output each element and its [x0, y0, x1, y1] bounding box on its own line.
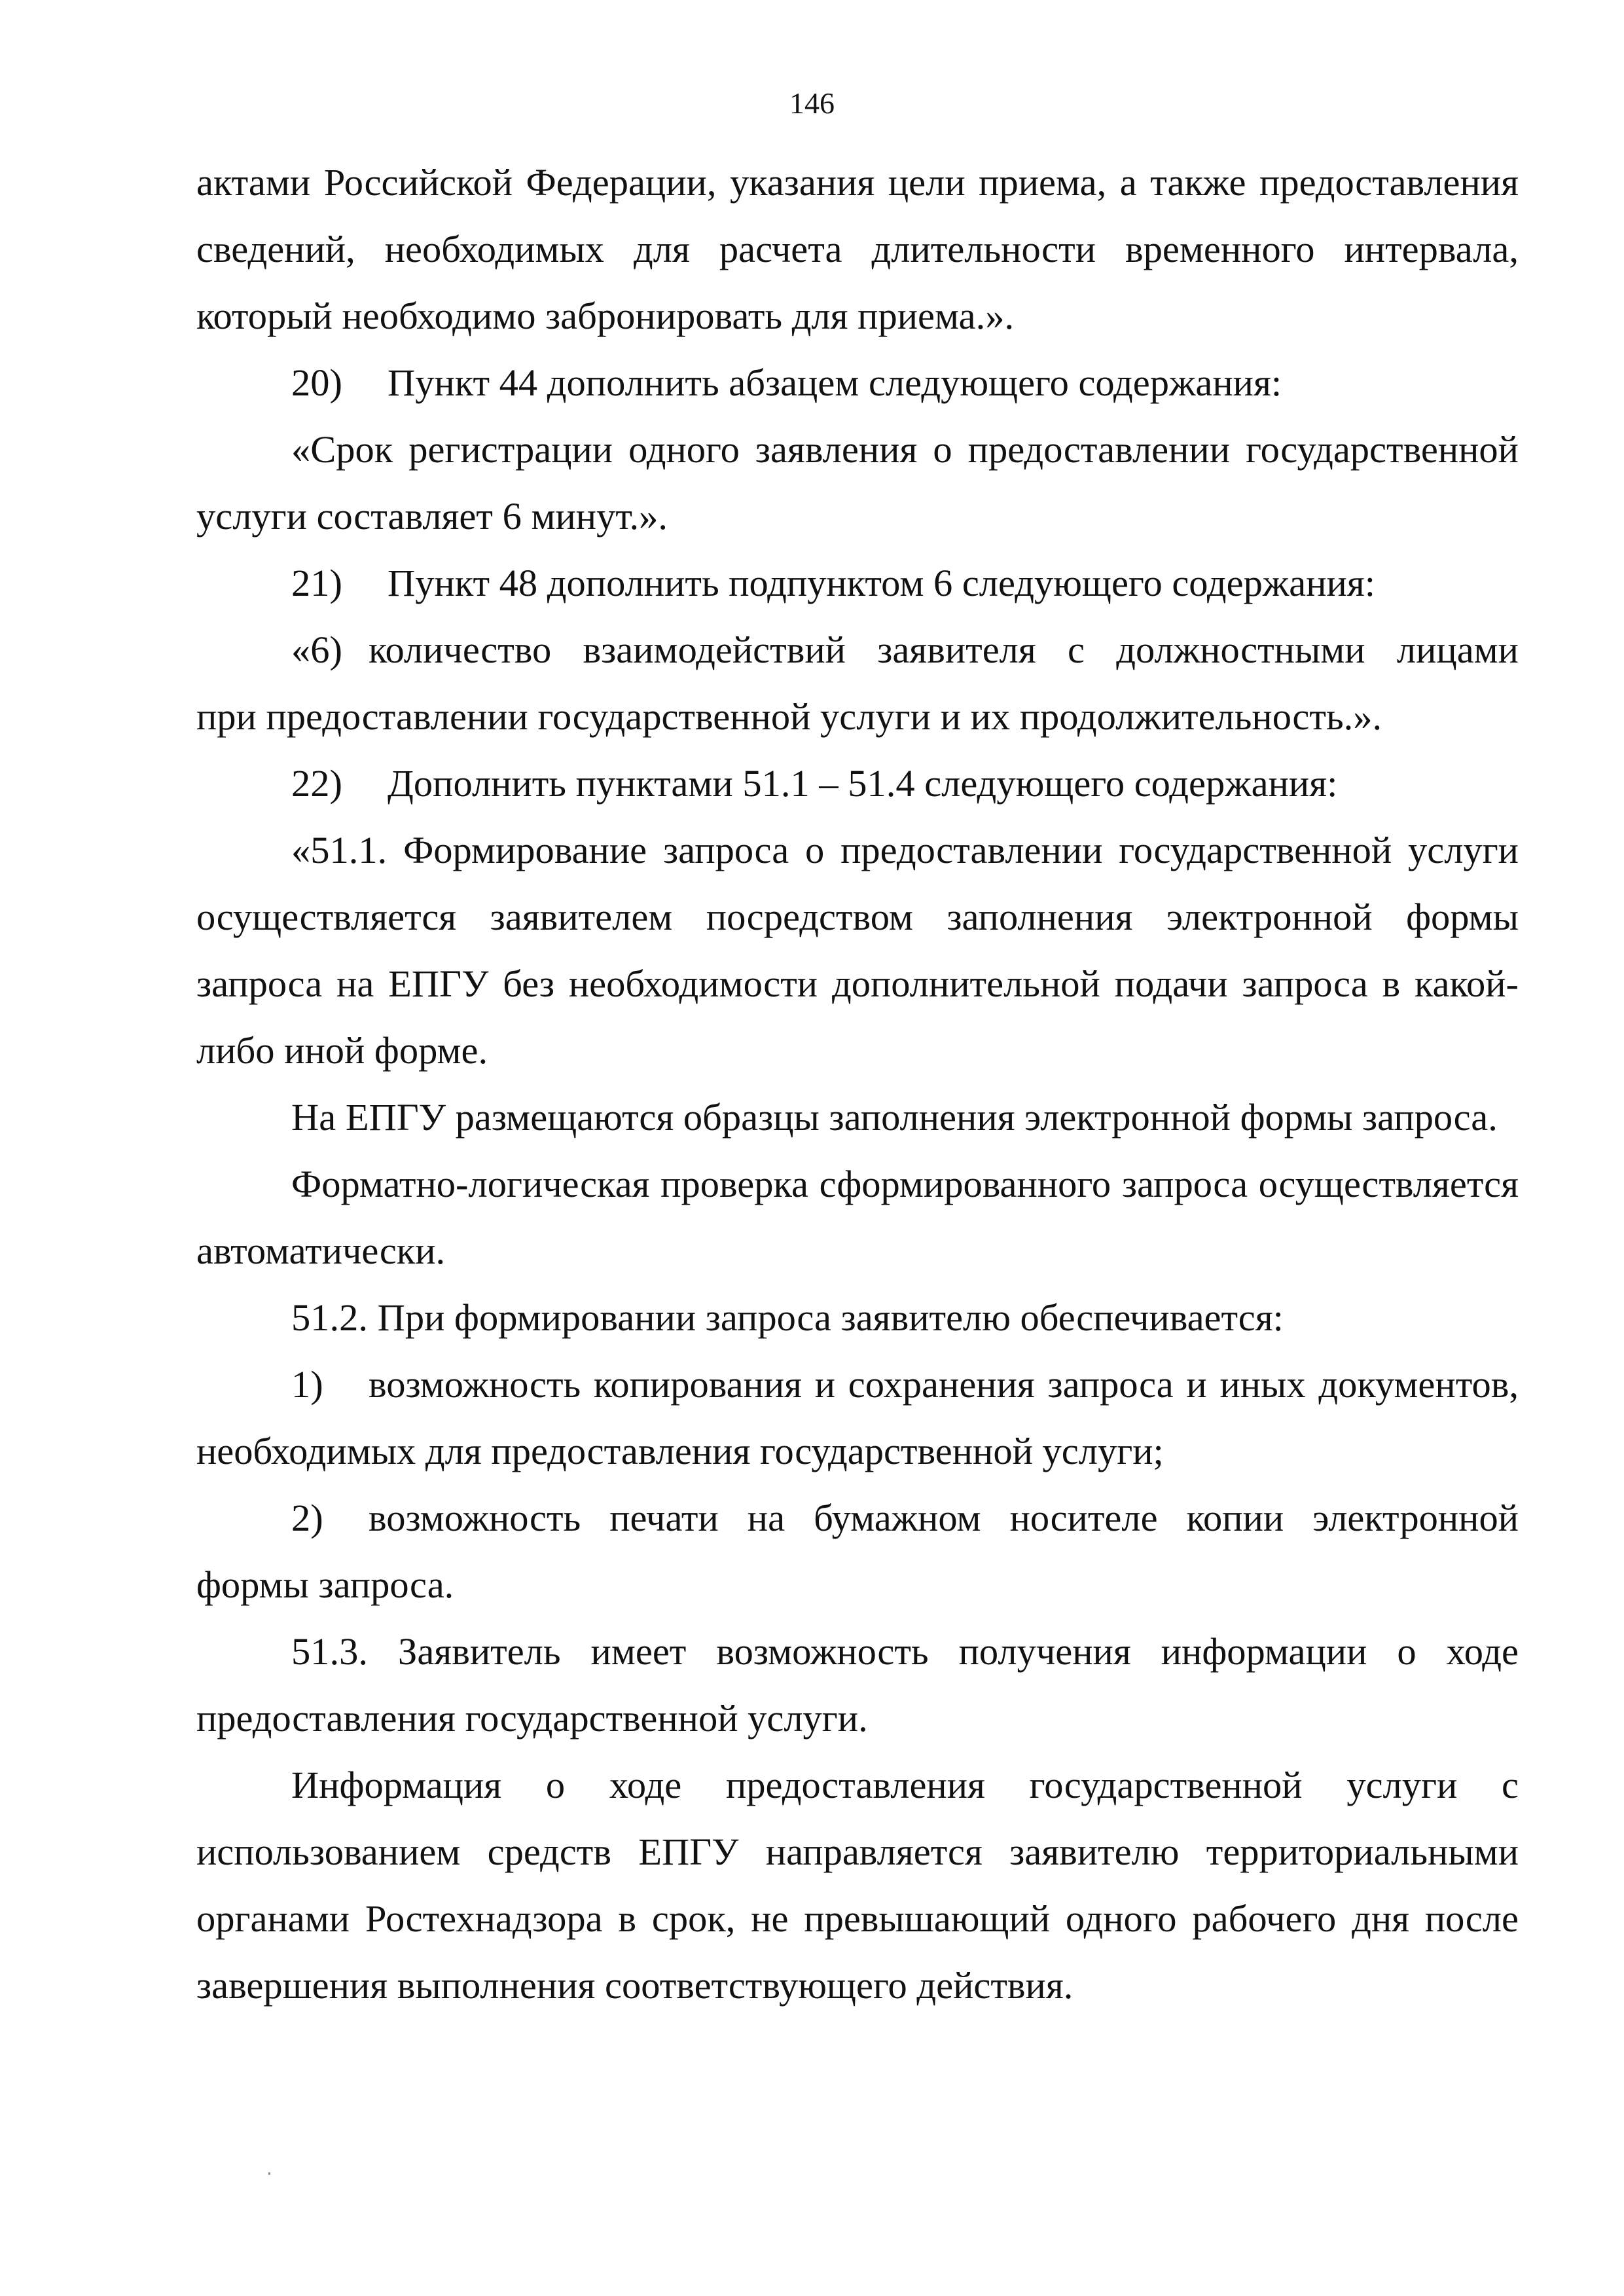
quoted-paragraph-registration-time: «Срок регистрации одного заявления о предоставлении государственной услуги составляет 6 минут.». — [196, 428, 1519, 538]
paragraph-samples: На ЕПГУ размещаются образцы заполнения электронной формы запроса. — [291, 1096, 1498, 1139]
subitem-first-line: возможность печати на бумажном носителе копии электронной — [369, 1497, 1519, 1539]
amendment-item-20 — [196, 350, 1519, 416]
item-text: Дополнить пунктами 51.1 – 51.4 следующего содержания: — [388, 762, 1338, 805]
subitem-continuation: необходимых для предоставления государственной услуги; — [196, 1430, 1164, 1472]
subitem-first-line: количество взаимодействий заявителя с должностными лицами — [369, 629, 1519, 671]
item-number: 22) — [291, 762, 342, 805]
subitem-1 — [196, 1351, 1519, 1485]
subitem-number: 1) — [291, 1363, 323, 1406]
subitem-first-line: возможность копирования и сохранения запроса и иных документов, — [369, 1363, 1519, 1406]
item-text: Пункт 44 дополнить абзацем следующего содержания: — [388, 361, 1282, 404]
item-number: 21) — [291, 562, 342, 604]
amendment-item-22 — [196, 750, 1519, 817]
subitem-continuation: при предоставлении государственной услуги и их продолжительность.». — [196, 695, 1382, 738]
paragraph-51-3: 51.3. Заявитель имеет возможность получения информации о ходе предоставления государственной услуги. — [196, 1630, 1519, 1740]
paragraph-continuation: актами Российской Федерации, указания цели приема, а также предоставления сведений, необходимых для расчета длительности временного интервала, который необходимо забронировать для приема.». — [196, 161, 1519, 337]
subitem-continuation: формы запроса. — [196, 1563, 454, 1606]
subitem-2 — [196, 1485, 1519, 1618]
page-number: 146 — [789, 86, 835, 120]
item-number: 20) — [291, 361, 342, 404]
item-text: Пункт 48 дополнить подпунктом 6 следующего содержания: — [388, 562, 1376, 604]
paragraph-51-2: 51.2. При формировании запроса заявителю обеспечивается: — [291, 1296, 1284, 1339]
scan-speck — [268, 2172, 270, 2175]
document-body — [196, 149, 1519, 2019]
amendment-item-21 — [196, 550, 1519, 617]
paragraph-format-check: Форматно-логическая проверка сформированного запроса осуществляется автоматически. — [196, 1163, 1519, 1272]
subitem-number: 2) — [291, 1497, 323, 1539]
paragraph-information: Информация о ходе предоставления государственной услуги с использованием средств ЕПГУ направляется заявителю территориальными органами Ростехнадзора в срок, не превышающий одного рабочего дня после завершения выполнения соответствующего действия. — [196, 1764, 1519, 2007]
quoted-subitem-6 — [196, 617, 1519, 750]
paragraph-51-1: «51.1. Формирование запроса о предоставлении государственной услуги осуществляется заявителем посредством заполнения электронной формы запроса на ЕПГУ без необходимости дополнительной подачи запроса в какой-либо иной форме. — [196, 829, 1519, 1072]
subitem-number: «6) — [291, 629, 342, 671]
